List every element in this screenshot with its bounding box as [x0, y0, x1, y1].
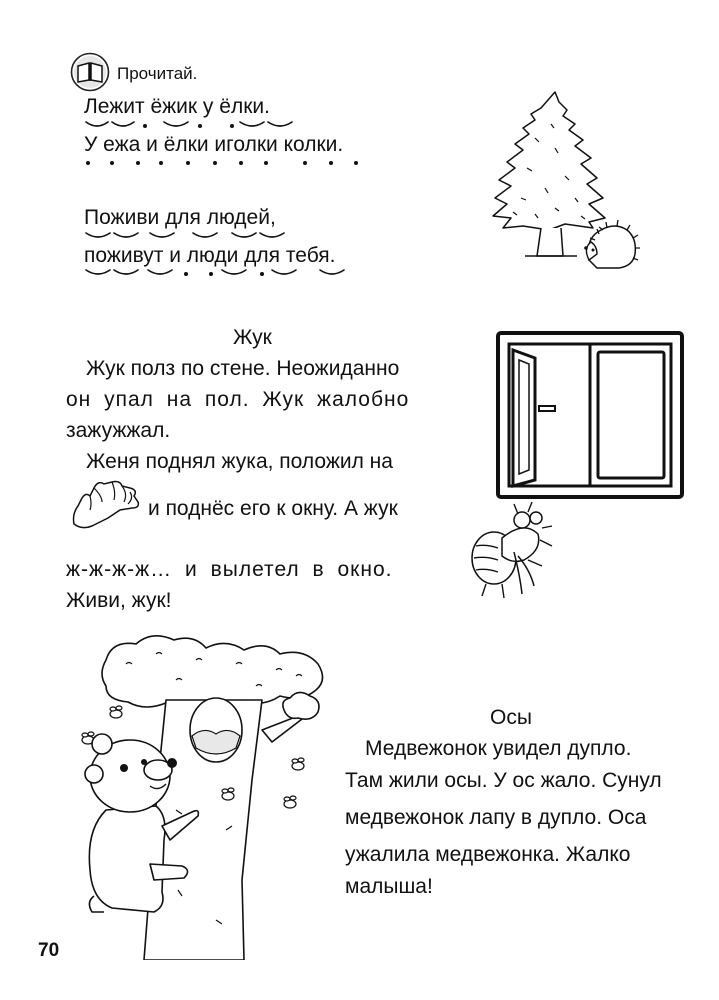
- story-zhuk-line-4: Женя поднял жука, положил на: [86, 450, 393, 473]
- fir-tree-icon: [485, 88, 645, 283]
- story-osy-line-4: ужалила медвежонка. Жалко: [345, 843, 631, 866]
- instruction-label: Прочитай.: [117, 64, 198, 83]
- story-zhuk-title: Жук: [233, 326, 272, 349]
- story-osy-line-5: малыша!: [345, 875, 433, 898]
- story-zhuk-line-7: Живи, жук!: [66, 589, 172, 612]
- poem2-line-2: поживут и люди для тебя.: [84, 244, 336, 267]
- story-osy-title: Осы: [490, 706, 532, 729]
- poem2-line-1: Поживи для людей,: [84, 206, 276, 229]
- story-zhuk-line-6: ж-ж-ж-ж… и вылетел в окно.: [66, 558, 393, 581]
- poem1-line-2: У ежа и ёлки иголки колки.: [84, 133, 344, 156]
- story-osy-line-1: Медвежонок увидел дупло.: [365, 737, 632, 760]
- story-zhuk-line-1: Жук полз по стене. Неожиданно: [86, 357, 400, 380]
- window-icon: [495, 330, 685, 500]
- hand-icon: [68, 478, 142, 530]
- tree-icon: [66, 630, 336, 960]
- story-osy-line-3: медвежонок лапу в дупло. Оса: [345, 806, 647, 829]
- story-zhuk-line-5: и поднёс его к окну. А жук: [148, 497, 398, 520]
- story-osy-line-2: Там жили осы. У ос жало. Сунул: [345, 769, 662, 792]
- poem1-line-1: Лежит ёжик у ёлки.: [84, 95, 270, 118]
- page-number: 70: [38, 940, 60, 961]
- beetle-icon: [458, 500, 558, 604]
- story-zhuk-line-2: он упал на пол. Жук жалобно: [66, 388, 410, 411]
- story-zhuk-line-3: зажужжал.: [66, 419, 171, 442]
